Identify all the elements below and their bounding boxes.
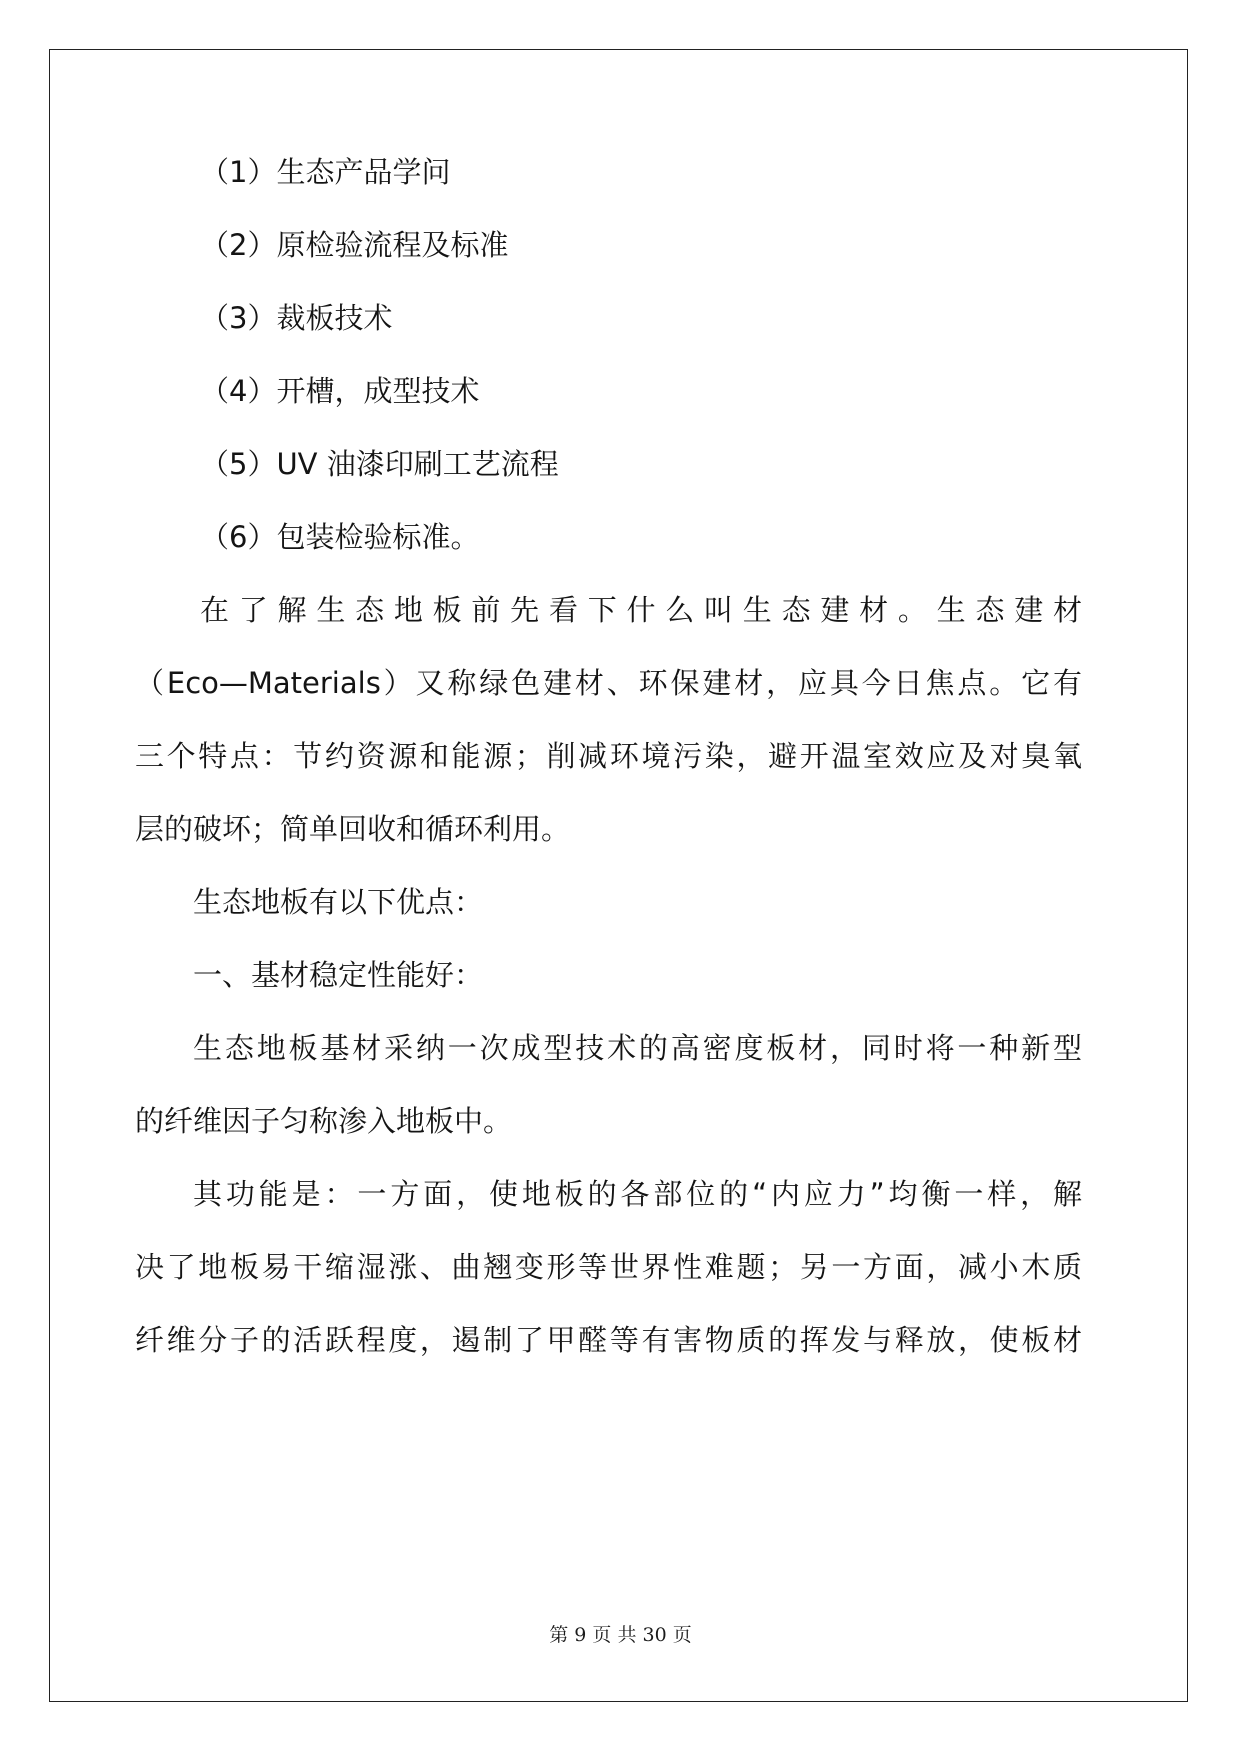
paragraph-line: 三个特点：节约资源和能源；削减环境污染，避开温室效应及对臭氧	[135, 739, 1082, 773]
page-border	[49, 49, 1188, 1702]
list-item-5: （5）UV 油漆印刷工艺流程	[200, 447, 559, 481]
section-heading: 一、基材稳定性能好：	[193, 958, 484, 992]
paragraph-line: 生态地板基材采纳一次成型技术的高密度板材，同时将一种新型	[193, 1031, 1082, 1065]
paragraph-line: （Eco—Materials）又称绿色建材、环保建材，应具今日焦点。它有	[135, 666, 1082, 700]
paragraph-line: 在了解生态地板前先看下什么叫生态建材。生态建材	[200, 593, 1082, 627]
paragraph-line: 的纤维因子匀称渗入地板中。	[135, 1104, 513, 1138]
paragraph-line: 生态地板有以下优点：	[193, 885, 484, 919]
list-item-4: （4）开槽，成型技术	[200, 374, 480, 408]
paragraph-line: 层的破坏；简单回收和循环利用。	[135, 812, 571, 846]
list-item-1: （1）生态产品学问	[200, 155, 451, 189]
paragraph-line: 其功能是：一方面，使地板的各部位的“内应力”均衡一样，解	[193, 1177, 1082, 1211]
paragraph-line: 决了地板易干缩湿涨、曲翘变形等世界性难题；另一方面，减小木质	[135, 1250, 1082, 1284]
paragraph-line: 纤维分子的活跃程度，遏制了甲醛等有害物质的挥发与释放，使板材	[135, 1323, 1082, 1357]
list-item-6: （6）包装检验标准。	[200, 520, 480, 554]
page-number-footer: 第 9 页 共 30 页	[549, 1624, 692, 1646]
list-item-3: （3）裁板技术	[200, 301, 393, 335]
list-item-2: （2）原检验流程及标准	[200, 228, 509, 262]
